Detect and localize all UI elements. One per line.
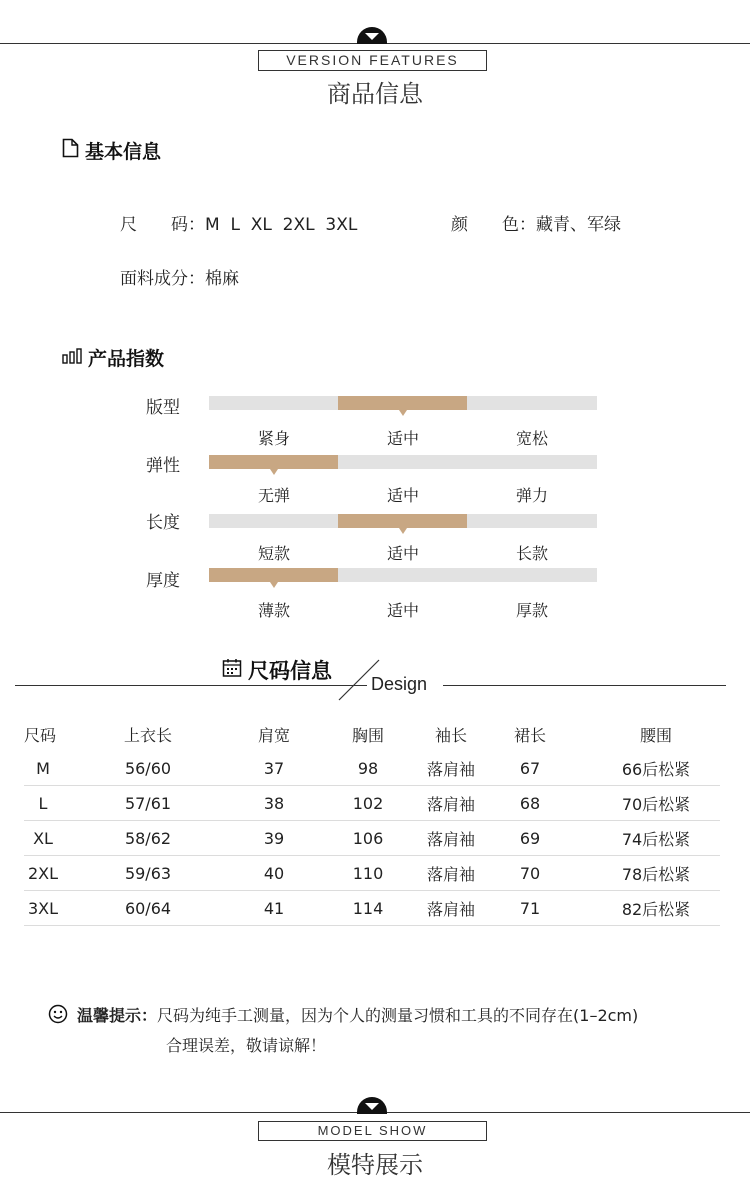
- table-cell: M: [24, 751, 62, 786]
- product-index-heading: [62, 344, 164, 371]
- table-cell: 落肩袖: [422, 786, 480, 821]
- table-cell: 58/62: [62, 821, 234, 856]
- table-cell: 41: [234, 891, 314, 926]
- table-cell: 2XL: [24, 856, 62, 891]
- table-cell: 40: [234, 856, 314, 891]
- table-cell: 110: [314, 856, 422, 891]
- divider-line: [15, 685, 367, 686]
- index-bar: [209, 568, 597, 582]
- bar-chart-icon: [62, 347, 82, 369]
- column-header: 上衣长: [123, 725, 172, 745]
- index-option: 适中: [386, 544, 419, 563]
- table-cell: 60/64: [62, 891, 234, 926]
- color-value: 藏青、军绿: [536, 215, 621, 235]
- table-row: [468, 751, 720, 786]
- table-cell: 69: [468, 821, 592, 856]
- table-header-row: [468, 717, 720, 751]
- index-option: 长款: [515, 544, 548, 563]
- basic-info-title: 基本信息: [85, 141, 162, 163]
- size-table: [24, 717, 480, 926]
- index-pointer: [270, 582, 278, 588]
- table-cell: 114: [314, 891, 422, 926]
- column-header: 腰围: [639, 725, 672, 745]
- tip-label: 温馨提示：: [77, 1006, 158, 1025]
- index-option: 弹力: [515, 486, 548, 505]
- table-cell: 落肩袖: [422, 856, 480, 891]
- table-row: [24, 856, 480, 891]
- table-cell: 74后松紧: [592, 821, 720, 856]
- table-cell: 66后松紧: [592, 751, 720, 786]
- table-cell: XL: [24, 821, 62, 856]
- color-field: [451, 210, 621, 235]
- column-header: 袖长: [434, 725, 467, 745]
- table-cell: 67: [468, 751, 592, 786]
- model-show-label: MODEL SHOW: [258, 1121, 487, 1141]
- size-info-title: 尺码信息: [248, 659, 332, 683]
- index-bar-fill: [338, 396, 467, 410]
- index-bar: [209, 396, 597, 410]
- calendar-icon: [222, 658, 242, 683]
- index-option: 薄款: [257, 601, 290, 620]
- fabric-value: 棉麻: [205, 269, 239, 289]
- divider-line: [443, 685, 726, 686]
- index-option: 适中: [386, 601, 419, 620]
- fabric-field: [120, 264, 239, 289]
- basic-info-heading: [62, 137, 161, 164]
- index-label: 弹性: [146, 456, 180, 476]
- index-option: 无弹: [257, 486, 290, 505]
- table-cell: 落肩袖: [422, 751, 480, 786]
- index-label: 厚度: [146, 571, 180, 591]
- index-label: 版型: [146, 398, 180, 418]
- table-row: [468, 786, 720, 821]
- table-cell: 落肩袖: [422, 891, 480, 926]
- chevron-down-icon: [357, 1097, 387, 1114]
- size-info-heading: [222, 655, 332, 685]
- table-row: [24, 786, 480, 821]
- color-label: 颜 色：: [451, 215, 536, 235]
- smile-icon: [48, 1004, 68, 1028]
- table-cell: 70后松紧: [592, 786, 720, 821]
- table-cell: 71: [468, 891, 592, 926]
- version-features-label: VERSION FEATURES: [258, 50, 487, 71]
- index-pointer: [270, 469, 278, 475]
- size-field: [120, 210, 357, 235]
- design-label: Design: [371, 674, 428, 694]
- tip-text: [77, 1003, 638, 1026]
- table-cell: 68: [468, 786, 592, 821]
- table-cell: L: [24, 786, 62, 821]
- index-bar-fill: [209, 568, 338, 582]
- table-header-row: [24, 717, 480, 751]
- product-index-title: 产品指数: [88, 348, 165, 370]
- document-icon: [62, 138, 79, 163]
- index-option: 短款: [257, 544, 290, 563]
- column-header: 胸围: [351, 725, 384, 745]
- table-cell: 59/63: [62, 856, 234, 891]
- table-row: [468, 891, 720, 926]
- table-cell: 56/60: [62, 751, 234, 786]
- table-cell: 37: [234, 751, 314, 786]
- index-option: 适中: [386, 429, 419, 448]
- table-row: [24, 821, 480, 856]
- column-header: 裙长: [513, 725, 546, 745]
- size-label: 尺 码：: [120, 215, 205, 235]
- index-option: 紧身: [257, 429, 290, 448]
- table-cell: 落肩袖: [422, 821, 480, 856]
- table-cell: 39: [234, 821, 314, 856]
- index-bar: [209, 514, 597, 528]
- table-cell: 70: [468, 856, 592, 891]
- page-title: 商品信息: [327, 80, 423, 108]
- table-cell: 3XL: [24, 891, 62, 926]
- tip-line-2: 合理误差，敬请谅解！: [166, 1036, 327, 1055]
- index-bar-fill: [209, 455, 338, 469]
- fabric-label: 面料成分：: [120, 269, 205, 289]
- size-value: M L XL 2XL 3XL: [205, 215, 358, 235]
- index-pointer: [399, 410, 407, 416]
- index-bar-fill: [338, 514, 467, 528]
- table-cell: 102: [314, 786, 422, 821]
- table-cell: 98: [314, 751, 422, 786]
- skirt-size-table: [468, 717, 720, 926]
- column-header: 肩宽: [257, 725, 290, 745]
- column-header: 尺码: [24, 725, 57, 745]
- index-bar: [209, 455, 597, 469]
- table-row: [468, 821, 720, 856]
- section-title: 模特展示: [327, 1151, 423, 1179]
- table-row: [24, 751, 480, 786]
- index-option: 厚款: [515, 601, 548, 620]
- index-option: 适中: [386, 486, 419, 505]
- chevron-down-icon: [357, 27, 387, 44]
- index-pointer: [399, 528, 407, 534]
- table-cell: 78后松紧: [592, 856, 720, 891]
- table-row: [24, 891, 480, 926]
- index-label: 长度: [146, 513, 180, 533]
- table-row: [468, 856, 720, 891]
- table-cell: 57/61: [62, 786, 234, 821]
- index-option: 宽松: [515, 429, 548, 448]
- table-cell: 82后松紧: [592, 891, 720, 926]
- table-cell: 38: [234, 786, 314, 821]
- tip-line-1: 尺码为纯手工测量，因为个人的测量习惯和工具的不同存在(1–2cm): [157, 1006, 639, 1025]
- table-cell: 106: [314, 821, 422, 856]
